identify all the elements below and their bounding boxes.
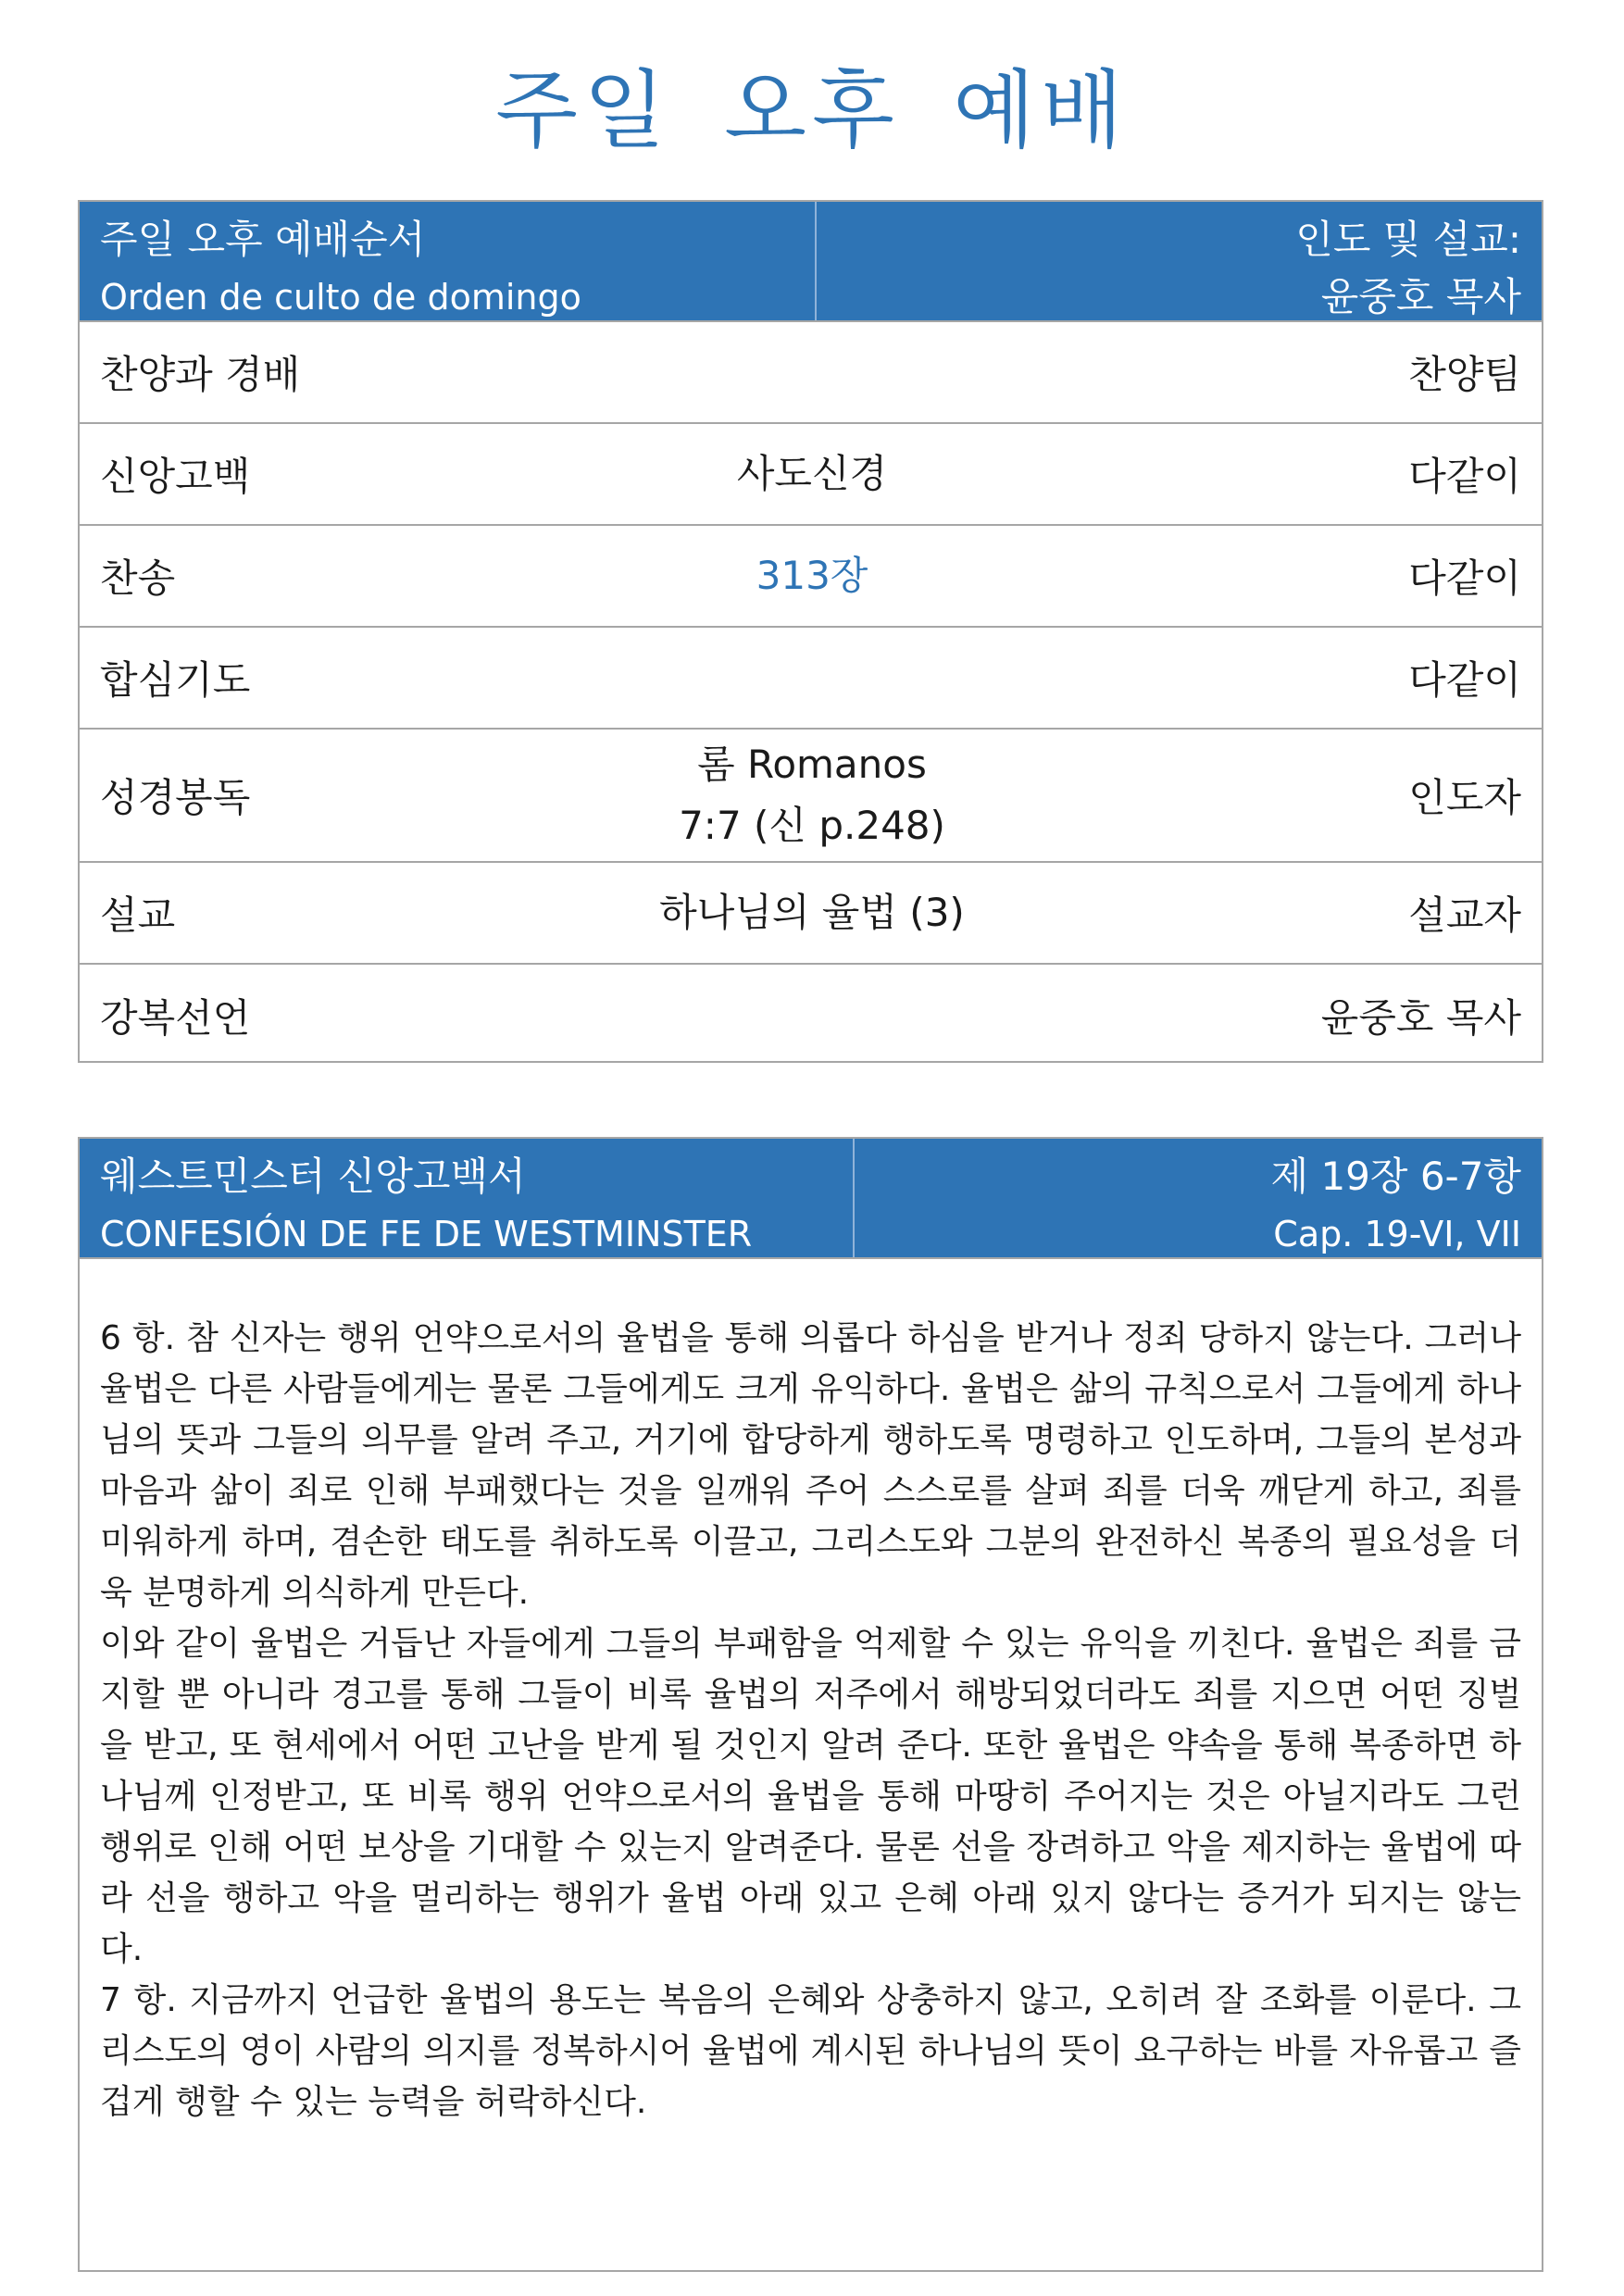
scripture-reference	[543, 730, 1081, 861]
scripture-book: 롬 Romanos	[697, 742, 927, 787]
order-by: 다같이	[1408, 454, 1521, 499]
confession-title-korean: 웨스트민스터 신앙고백서	[100, 1154, 526, 1199]
confession-text	[80, 1259, 1542, 2128]
order-detail: 사도신경	[736, 451, 888, 496]
order-by: 다같이	[1408, 657, 1521, 703]
leader-label: 인도 및 설교:	[1295, 217, 1521, 262]
hymn-number: 313장	[756, 553, 868, 598]
confession-paragraph: 이와 같이 율법은 거듭난 자들에게 그들의 부패함을 억제할 수 있는 유익을 끼친다. 율법은 죄를 금지할 뿐 아니라 경고를 통해 그들이 비록 율법의 저주에서 해방되었더라도 죄를 지으면 어떤 징벌을 받고, 또 현세에서 어떤 고난을 받게 될 것인지 알려 준다. 또한 율법은 약속을 통해 복종하면 하나님께 인정받고, 또 비록 행위 언약으로서의 율법을 통해 마땅히 주어지는 것은 아닐지라도 그런 행위로 인해 어떤 보상을 기대할 수 있는지 알려준다. 물론 선을 장려하고 악을 제지하는 율법에 따라 선을 행하고 악을 멀리하는 행위가 율법 아래 있고 은혜 아래 있지 않다는 증거가 되지는 않는다.	[100, 1625, 1521, 1968]
header-divider	[815, 202, 817, 320]
order-row-sermon	[80, 863, 1542, 965]
order-row-praise	[80, 322, 1542, 424]
order-title-korean: 주일 오후 예배순서	[100, 217, 426, 262]
order-item: 찬양과 경배	[100, 352, 301, 397]
order-row-hymn	[80, 526, 1542, 628]
order-item: 강복선언	[100, 995, 251, 1041]
order-row-benediction	[80, 965, 1542, 1067]
order-row-prayer	[80, 628, 1542, 730]
order-of-worship-table	[78, 200, 1543, 1063]
order-row-creed	[80, 424, 1542, 526]
order-by: 윤중호 목사	[1320, 995, 1521, 1041]
sermon-title: 하나님의 율법 (3)	[659, 890, 965, 935]
confession-header	[80, 1139, 1542, 1259]
order-item: 성경봉독	[100, 775, 251, 820]
order-item: 찬송	[100, 555, 176, 601]
confession-title-spanish: CONFESIÓN DE FE DE WESTMINSTER	[100, 1214, 753, 1254]
confession-paragraph: 7 항. 지금까지 언급한 율법의 용도는 복음의 은혜와 상충하지 않고, 오히려 잘 조화를 이룬다. 그리스도의 영이 사람의 의지를 정복하시어 율법에 계시된 하나님의 뜻이 요구하는 바를 자유롭고 즐겁게 행할 수 있는 능력을 허락하신다.	[100, 1981, 1521, 2121]
confession-paragraph: 6 항. 참 신자는 행위 언약으로서의 율법을 통해 의롭다 하심을 받거나 정죄 당하지 않는다. 그러나 율법은 다른 사람들에게는 물론 그들에게도 크게 유익하다. 율법은 삶의 규칙으로서 그들에게 하나님의 뜻과 그들의 의무를 알려 주고, 거기에 합당하게 행하도록 명령하고 인도하며, 그들의 본성과 마음과 삶이 죄로 인해 부패했다는 것을 일깨워 주어 스스로를 살펴 죄를 더욱 깨닫게 하고, 죄를 미워하게 하며, 겸손한 태도를 취하도록 이끌고, 그리스도와 그분의 완전하신 복종의 필요성을 더욱 분명하게 의식하게 만든다.	[100, 1319, 1521, 1612]
confession-section	[78, 1137, 1543, 2272]
confession-ref-spanish: Cap. 19-VI, VII	[1273, 1214, 1521, 1254]
order-item: 신앙고백	[100, 454, 251, 499]
order-header	[80, 202, 1542, 322]
order-by: 찬양팀	[1408, 352, 1521, 397]
order-by: 인도자	[1408, 775, 1521, 820]
leader-name: 윤중호 목사	[1320, 274, 1521, 319]
page-title: 주일 오후 예배	[495, 61, 1129, 160]
order-row-scripture	[80, 730, 1542, 863]
header-divider	[853, 1139, 855, 1257]
order-by: 설교자	[1408, 892, 1521, 938]
scripture-verse: 7:7 (신 p.248)	[679, 803, 945, 848]
order-item: 설교	[100, 892, 176, 938]
order-item: 합심기도	[100, 657, 251, 703]
order-by: 다같이	[1408, 555, 1521, 601]
order-title-spanish: Orden de culto de domingo	[100, 277, 581, 318]
confession-ref-korean: 제 19장 6-7항	[1270, 1154, 1521, 1199]
